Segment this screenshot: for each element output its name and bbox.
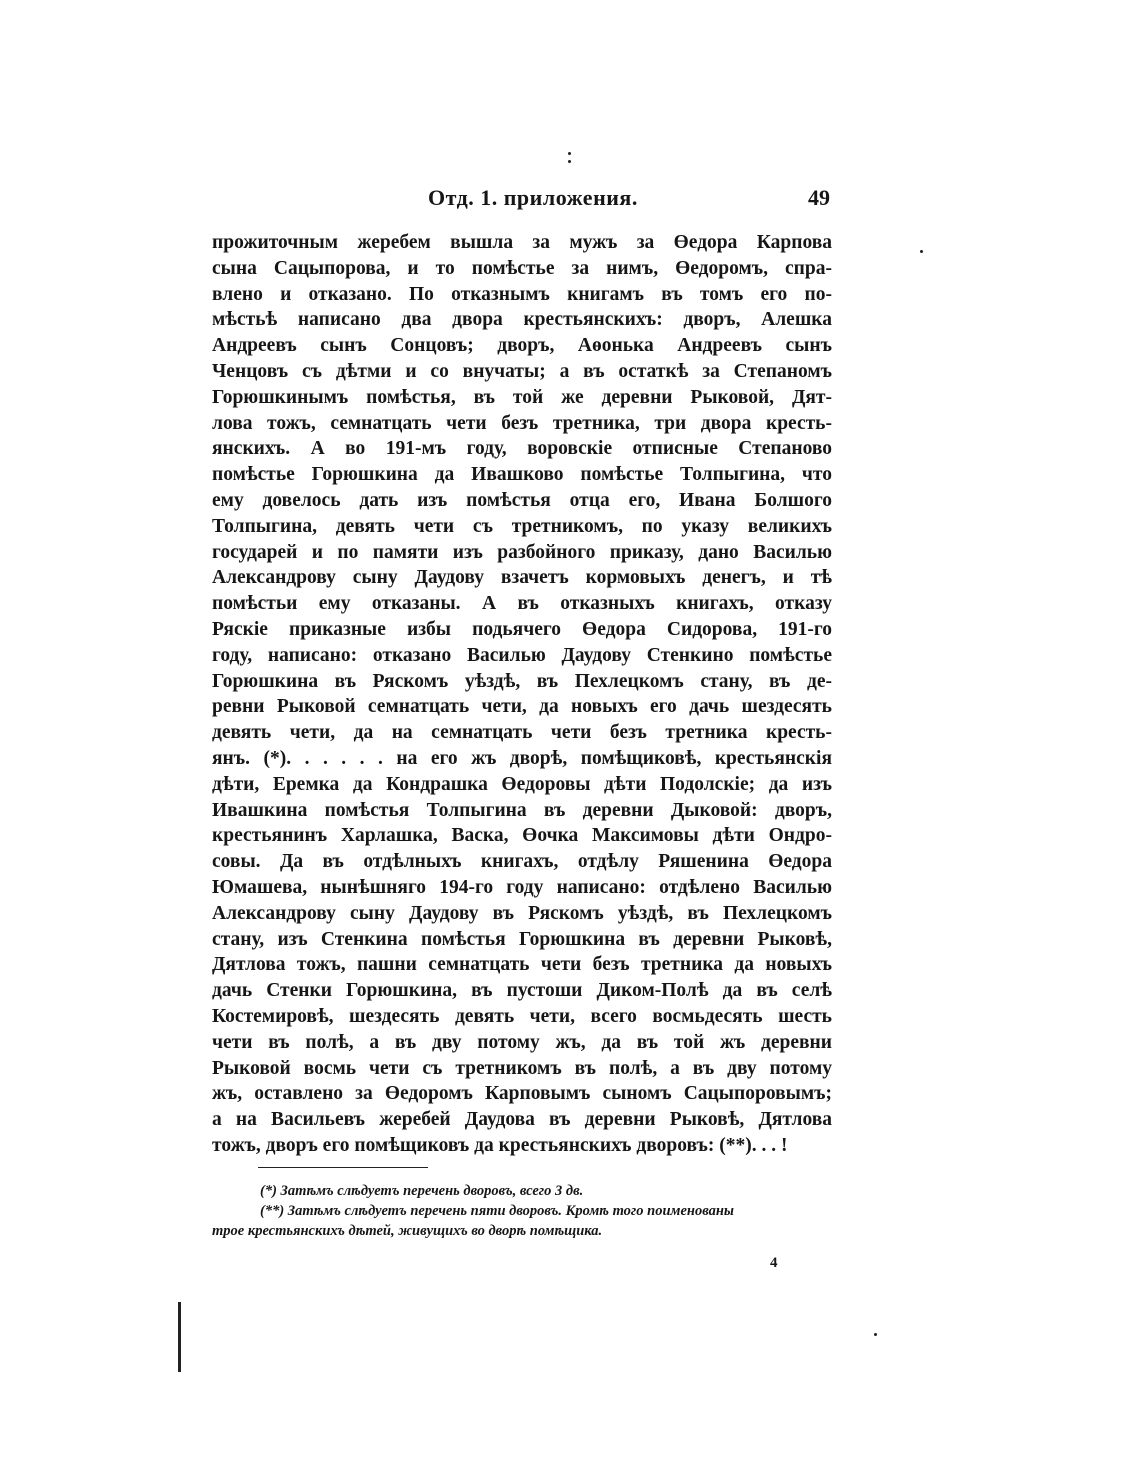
text-line: помѣстьи ему отказаны. А въ отказныхъ книгахъ, отказу <box>212 593 832 615</box>
footnotes <box>212 1181 832 1241</box>
text-line: государей и по памяти изъ разбойного приказу, дано Василью <box>212 541 832 563</box>
text-line: Горюшкина въ Ряскомъ уѣздѣ, въ Пехлецкомъ стану, въ де- <box>212 670 832 692</box>
text-line: году, написано: отказано Василью Даудову Стенкино помѣстье <box>212 644 832 666</box>
text-line: влено и отказано. По отказнымъ книгамъ въ томъ его по- <box>212 283 832 305</box>
text-line: чети въ полѣ, а въ дву потому жъ, да въ той жъ деревни <box>212 1031 832 1053</box>
text-line: Ченцовъ съ дѣтми и со внучаты; а въ остаткѣ за Степаномъ <box>212 360 832 382</box>
page-title: Отд. 1. приложения. <box>428 185 638 210</box>
footnote-2-continuation: трое крестьянскихъ дѣтей, живущихъ во дворѣ помѣщика. <box>212 1223 603 1239</box>
text-line: янъ. (*). . . . . . на его жъ дворѣ, помѣщиковѣ, крестьянскія <box>212 747 832 769</box>
text-line: лова тожъ, семнатцать чети безъ третника, три двора кресть- <box>212 412 832 434</box>
scan-artifact-dot <box>568 152 571 155</box>
text-line: Юмашева, нынѣшняго 194-го году написано: отдѣлено Василью <box>212 876 832 898</box>
text-line: девять чети, да на семнатцать чети безъ третника кресть- <box>212 722 832 744</box>
text-line: тожъ, дворъ его помѣщиковъ да крестьянскихъ дворовъ: (**). . . ! <box>212 1134 788 1156</box>
text-line: совы. Да въ отдѣлныхъ книгахъ, отдѣлу Ряшенина Өедора <box>212 851 832 873</box>
scan-artifact-dot <box>874 1333 877 1336</box>
text-line: Александрову сыну Даудову въ Ряскомъ уѣздѣ, въ Пехлецкомъ <box>212 902 832 924</box>
text-line: прожиточным жеребем вышла за мужъ за Өедора Карпова <box>212 232 832 253</box>
text-line: жъ, оставлено за Өедоромъ Карповымъ сыномъ Сацыпоровымъ; <box>212 1083 832 1105</box>
text-line: мѣстьѣ написано два двора крестьянскихъ: дворъ, Алешка <box>212 309 832 331</box>
text-line: крестьянинъ Харлашка, Васка, Өочка Максимовы дѣти Ондро- <box>212 825 832 847</box>
text-line: помѣстье Горюшкина да Ивашково помѣстье Толпыгина, что <box>212 464 832 486</box>
text-line: дѣти, Еремка да Кондрашка Өедоровы дѣти Подолскіе; да изъ <box>212 773 832 795</box>
scan-artifact-dot <box>920 250 923 253</box>
text-line: Горюшкинымъ помѣстья, въ той же деревни Рыковой, Дят- <box>212 386 832 408</box>
text-line: Андреевъ сынъ Сонцовъ; дворъ, Аөонька Андреевъ сынъ <box>212 335 832 357</box>
footnote-divider <box>258 1167 428 1168</box>
text-line: Рыковой восмь чети съ третникомъ въ полѣ, а въ дву потому <box>212 1057 832 1079</box>
text-line: Ивашкина помѣстья Толпыгина въ деревни Дыковой: дворъ, <box>212 799 832 821</box>
page-header <box>210 185 830 215</box>
text-line: сына Сацыпорова, и то помѣстье за нимъ, Өедоромъ, спра- <box>212 257 832 279</box>
text-line: ему довелось дать изъ помѣстья отца его, Ивана Болшого <box>212 489 832 511</box>
text-line: дачь Стенки Горюшкина, въ пустоши Диком-Полѣ да въ селѣ <box>212 980 832 1002</box>
scan-artifact-dot <box>568 160 571 163</box>
footnote-1: (*) Затѣмъ слѣдуетъ перечень дворовъ, всего 3 дв. <box>260 1183 584 1199</box>
text-line: а на Васильевъ жеребей Даудова въ деревни Рыковѣ, Дятлова <box>212 1109 832 1131</box>
body-text <box>212 230 832 1159</box>
text-line: Костемировѣ, шездесять девять чети, всего восмьдесять шесть <box>212 1005 832 1027</box>
text-line: стану, изъ Стенкина помѣстья Горюшкина въ деревни Рыковѣ, <box>212 928 832 950</box>
text-line: ревни Рыковой семнатцать чети, да новыхъ его дачь шездесять <box>212 696 832 718</box>
text-line: Толпыгина, девять чети съ третникомъ, по указу великихъ <box>212 515 832 537</box>
text-line: Дятлова тожъ, пашни семнатцать чети безъ третника да новыхъ <box>212 954 832 976</box>
text-line: Александрову сыну Даудову взачетъ кормовыхъ денегъ, и тѣ <box>212 567 832 589</box>
page-number: 49 <box>808 185 830 210</box>
scan-artifact-bar <box>178 1302 181 1372</box>
printer-signature-mark: 4 <box>770 1255 778 1271</box>
text-line: янскихъ. А во 191-мъ году, воровскіе отписные Степаново <box>212 438 832 460</box>
text-line: Ряскіе приказные избы подьячего Өедора Сидорова, 191-го <box>212 618 832 640</box>
footnote-2: (**) Затѣмъ слѣдуетъ перечень пяти дворовъ. Кромѣ того поименованы <box>260 1203 734 1219</box>
